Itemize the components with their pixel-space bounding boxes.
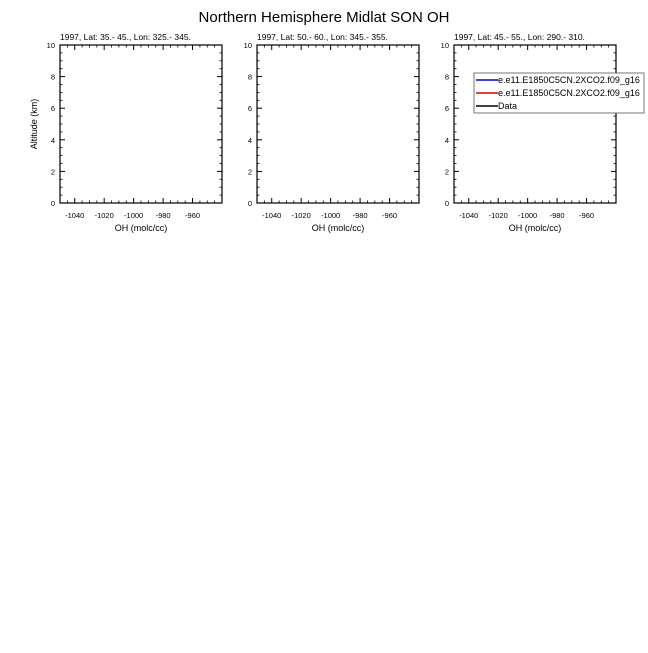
y-tick-label: 4 bbox=[247, 135, 252, 145]
y-tick-label: 2 bbox=[50, 167, 55, 177]
panel-title: 1997, Lat: 45.- 55., Lon: 290.- 310. bbox=[454, 32, 585, 42]
x-tick-label: -1040 bbox=[262, 211, 282, 220]
y-tick-label: 0 bbox=[247, 199, 252, 208]
plot-frame bbox=[60, 45, 222, 203]
y-tick-label: 6 bbox=[444, 104, 449, 114]
plot-frame bbox=[454, 45, 616, 203]
y-tick-label: 10 bbox=[243, 41, 252, 50]
x-tick-label: -960 bbox=[579, 211, 595, 220]
y-axis-label: Altitude (km) bbox=[29, 98, 39, 150]
x-tick-label: -1000 bbox=[124, 211, 144, 220]
y-tick-label: 2 bbox=[444, 167, 449, 177]
y-tick-label: 8 bbox=[444, 72, 449, 82]
x-tick-label: -1020 bbox=[291, 211, 311, 220]
x-tick-label: -1020 bbox=[94, 211, 114, 220]
x-axis-label: OH (molc/cc) bbox=[311, 223, 365, 233]
panel-title: 1997, Lat: 50.- 60., Lon: 345.- 355. bbox=[257, 32, 388, 42]
plot-frame bbox=[257, 45, 419, 203]
x-tick-label: -960 bbox=[185, 211, 201, 220]
y-tick-label: 4 bbox=[50, 135, 55, 145]
x-tick-label: -1000 bbox=[518, 211, 538, 220]
legend-label: Data bbox=[498, 101, 518, 111]
y-tick-label: 10 bbox=[440, 41, 449, 50]
x-tick-label: -1040 bbox=[65, 211, 85, 220]
y-tick-label: 0 bbox=[50, 199, 55, 208]
figure-title: Northern Hemisphere Midlat SON OH bbox=[198, 9, 450, 26]
y-tick-label: 6 bbox=[50, 104, 55, 114]
x-axis-label: OH (molc/cc) bbox=[114, 223, 168, 233]
y-tick-label: 6 bbox=[247, 104, 252, 114]
x-axis-label: OH (molc/cc) bbox=[508, 223, 562, 233]
x-tick-label: -960 bbox=[382, 211, 398, 220]
x-tick-label: -1000 bbox=[321, 211, 341, 220]
x-tick-label: -980 bbox=[155, 211, 171, 220]
legend-label: e.e11.E1850C5CN.2XCO2.f09_g16 bbox=[498, 88, 640, 98]
y-tick-label: 8 bbox=[50, 72, 55, 82]
x-tick-label: -1020 bbox=[488, 211, 508, 220]
y-tick-label: 4 bbox=[444, 135, 449, 145]
y-tick-label: 8 bbox=[247, 72, 252, 82]
x-tick-label: -1040 bbox=[459, 211, 479, 220]
x-tick-label: -980 bbox=[352, 211, 368, 220]
y-tick-label: 2 bbox=[247, 167, 252, 177]
legend-label: e.e11.E1850C5CN.2XCO2.f09_g16 bbox=[498, 75, 640, 85]
x-tick-label: -980 bbox=[549, 211, 565, 220]
panel-title: 1997, Lat: 35.- 45., Lon: 325.- 345. bbox=[60, 32, 191, 42]
y-tick-label: 10 bbox=[46, 41, 55, 50]
y-tick-label: 0 bbox=[444, 199, 449, 208]
